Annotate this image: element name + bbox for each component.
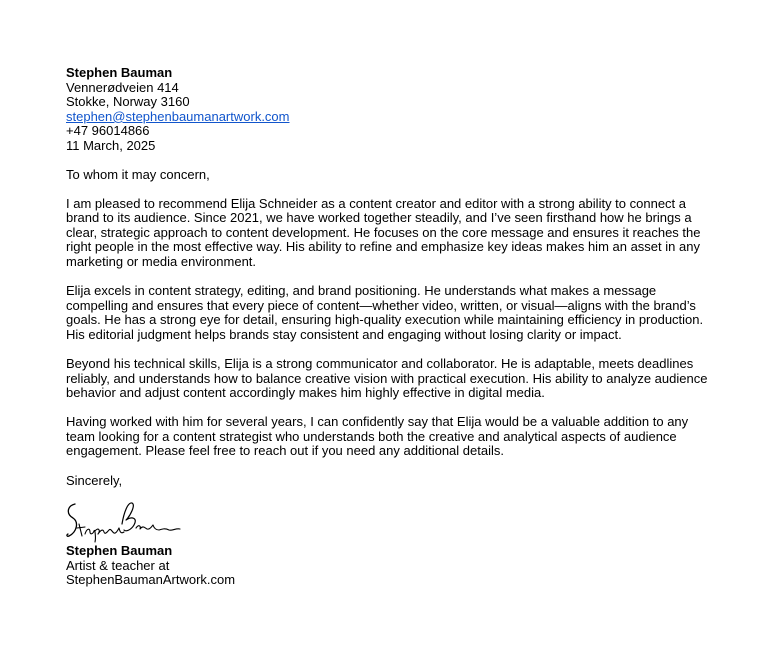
sender-email-link[interactable]: stephen@stephenbaumanartwork.com <box>66 108 290 124</box>
signatory-website: StephenBaumanArtwork.com <box>66 572 236 588</box>
signature-block <box>66 544 716 588</box>
body-paragraph-4: Having worked with him for several years, I can confidently say that Elija would be a valuable addition to any team looking for a content strategist who understands both the creative and analytical aspects of audience engagement. Please feel free to reach out if you need any additional details. <box>66 414 689 459</box>
signatory-name: Stephen Bauman <box>66 543 173 559</box>
letter-page <box>66 66 716 588</box>
sender-block <box>66 66 716 154</box>
closing: Sincerely, <box>66 472 123 488</box>
salutation: To whom it may concern, <box>66 166 210 182</box>
handwritten-signature <box>66 498 186 544</box>
body-paragraph-2: Elija excels in content strategy, editing, and brand positioning. He understands what makes a message compelling and ensures that every piece of content—whether video, written, or visual—aligns with the brand’s goals. He has a strong eye for detail, ensuring high-quality execution while maintaining efficiency in production. His editorial judgment helps brands stay consistent and engaging without losing clarity or impact. <box>66 283 704 342</box>
signatory-title: Artist & teacher at <box>66 557 170 573</box>
sender-phone: +47 96014866 <box>66 123 150 139</box>
body-paragraph-3: Beyond his technical skills, Elija is a strong communicator and collaborator. He is adaptable, meets deadlines reliably, and understands how to balance creative vision with practical execution. His ability to analyze audience behavior and adjust content accordingly makes him highly effective in digital media. <box>66 356 708 401</box>
letter-date: 11 March, 2025 <box>66 137 156 153</box>
sender-street: Vennerødveien 414 <box>66 79 179 95</box>
sender-name: Stephen Bauman <box>66 65 173 80</box>
body-paragraph-1: I am pleased to recommend Elija Schneider as a content creator and editor with a strong ability to connect a brand to its audience. Since 2021, we have worked together steadily, and I’ve seen firsthand how he brings a clear, strategic approach to content development. He focuses on the core message and ensures it reaches the right people in the most effective way. His ability to refine and emphasize key ideas makes him an asset in any marketing or media environment. <box>66 195 701 270</box>
sender-city: Stokke, Norway 3160 <box>66 94 190 110</box>
